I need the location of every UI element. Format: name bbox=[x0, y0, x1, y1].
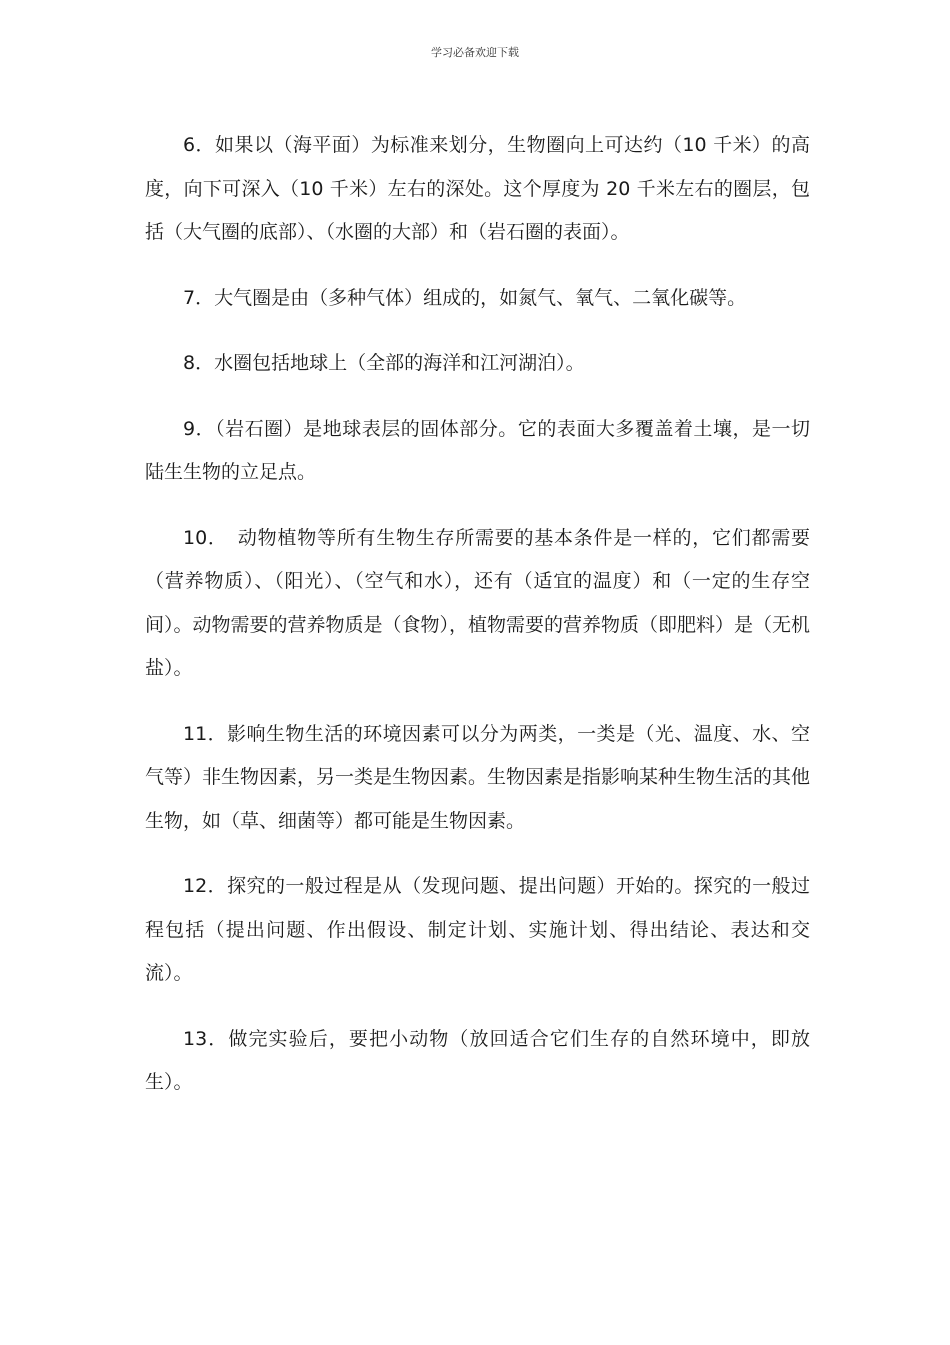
paragraph-11: 11．影响生物生活的环境因素可以分为两类，一类是（光、温度、水、空气等）非生物因素，另一类是生物因素。生物因素是指影响某种生物生活的其他生物，如（草、细菌等）都可能是生物因素。 bbox=[145, 722, 811, 832]
paragraph-10: 10． 动物植物等所有生物生存所需要的基本条件是一样的，它们都需要（营养物质）、（阳光）、（空气和水），还有（适宜的温度）和（一定的生存空间）。动物需要的营养物质是（食物），植物需要的营养物质（即肥料）是（无机盐）。 bbox=[145, 526, 811, 679]
document-body bbox=[145, 124, 810, 1127]
paragraph-7: 7．大气圈是由（多种气体）组成的，如氮气、氧气、二氧化碳等。 bbox=[183, 286, 747, 309]
paragraph-6: 6．如果以（海平面）为标准来划分，生物圈向上可达约（10 千米）的高度，向下可深入（10 千米）左右的深处。这个厚度为 20 千米左右的圈层，包括（大气圈的底部）、（水圈的大部）和（岩石圈的表面）。 bbox=[145, 134, 810, 243]
paragraph-8: 8．水圈包括地球上（全部的海洋和江河湖泊）。 bbox=[183, 352, 585, 374]
paragraph-13: 13．做完实验后，要把小动物（放回适合它们生存的自然环境中，即放生）。 bbox=[145, 1027, 810, 1093]
paragraph-9: 9．（岩石圈）是地球表层的固体部分。它的表面大多覆盖着土壤，是一切陆生生物的立足点。 bbox=[145, 417, 810, 483]
paragraph-12: 12．探究的一般过程是从（发现问题、提出问题）开始的。探究的一般过程包括（提出问题、作出假设、制定计划、实施计划、得出结论、表达和交流）。 bbox=[145, 875, 810, 984]
page-header: 学习必备欢迎下载 bbox=[431, 46, 519, 59]
